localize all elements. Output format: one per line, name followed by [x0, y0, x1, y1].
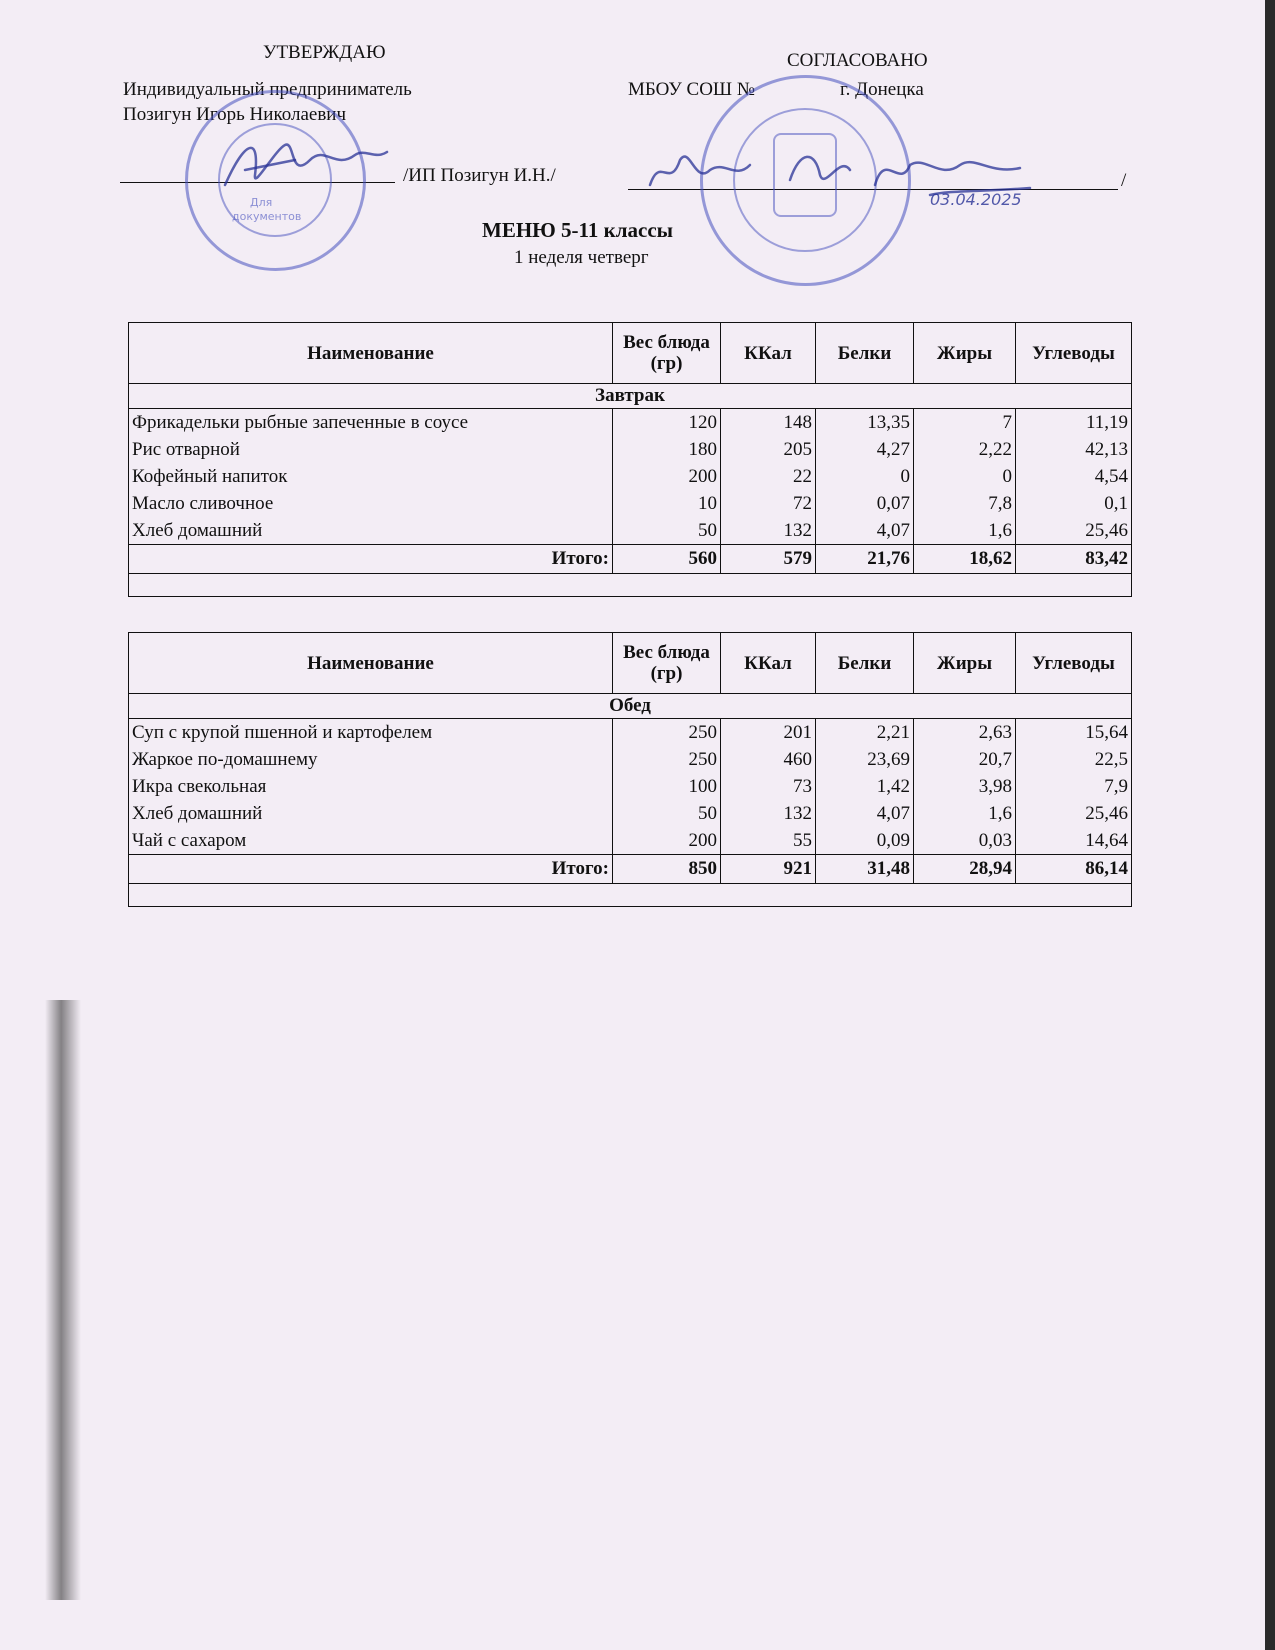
cell-kcal: 22: [721, 463, 816, 490]
approve-sign-label: /ИП Позигун И.Н./: [403, 165, 556, 186]
cell-carbs: 7,9: [1016, 773, 1132, 800]
cell-weight: 100: [613, 773, 721, 800]
table-row: [129, 436, 1132, 463]
cell-weight: 50: [613, 517, 721, 545]
cell-fat: 20,7: [914, 746, 1016, 773]
table-row: [129, 827, 1132, 855]
cell-fat: 1,6: [914, 800, 1016, 827]
col-weight: Вес блюда (гр): [613, 323, 721, 384]
approve-person: Позигун Игорь Николаевич: [123, 104, 347, 125]
cell-carbs: 25,46: [1016, 517, 1132, 545]
cell-weight: 180: [613, 436, 721, 463]
header-row: [129, 323, 1132, 384]
lunch-items: [129, 719, 1132, 855]
breakfast-items: [129, 409, 1132, 545]
header-row: [129, 633, 1132, 694]
cell-carbs: 42,13: [1016, 436, 1132, 463]
col-carbs: Углеводы: [1016, 323, 1132, 384]
section-title: Завтрак: [129, 384, 1132, 409]
cell-kcal: 132: [721, 800, 816, 827]
col-fat: Жиры: [914, 323, 1016, 384]
cell-name: Масло сливочное: [129, 490, 613, 517]
total-fat: 18,62: [914, 545, 1016, 574]
agree-title: СОГЛАСОВАНО: [787, 50, 928, 71]
cell-weight: 120: [613, 409, 721, 437]
cell-name: Фрикадельки рыбные запеченные в соусе: [129, 409, 613, 437]
table-row: [129, 746, 1132, 773]
total-row: [129, 855, 1132, 884]
cell-weight: 200: [613, 827, 721, 855]
cell-weight: 250: [613, 719, 721, 747]
section-row: [129, 384, 1132, 409]
lunch-table: [128, 632, 1132, 907]
col-fat: Жиры: [914, 633, 1016, 694]
doc-title: МЕНЮ 5-11 классы: [482, 218, 674, 242]
cell-kcal: 148: [721, 409, 816, 437]
table-row: [129, 773, 1132, 800]
cell-kcal: 55: [721, 827, 816, 855]
cell-carbs: 15,64: [1016, 719, 1132, 747]
cell-name: Жаркое по-домашнему: [129, 746, 613, 773]
section-title: Обед: [129, 694, 1132, 719]
scan-edge: [1265, 0, 1275, 1650]
doc-subtitle: 1 неделя четверг: [514, 247, 649, 268]
total-kcal: 579: [721, 545, 816, 574]
cell-carbs: 11,19: [1016, 409, 1132, 437]
cell-weight: 10: [613, 490, 721, 517]
cell-carbs: 0,1: [1016, 490, 1132, 517]
cell-carbs: 4,54: [1016, 463, 1132, 490]
col-kcal: ККал: [721, 633, 816, 694]
cell-name: Хлеб домашний: [129, 517, 613, 545]
total-protein: 21,76: [816, 545, 914, 574]
cell-carbs: 14,64: [1016, 827, 1132, 855]
breakfast-table: [128, 322, 1132, 597]
total-weight: 850: [613, 855, 721, 884]
cell-protein: 2,21: [816, 719, 914, 747]
total-row: [129, 545, 1132, 574]
agree-sign-end: /: [1121, 170, 1127, 191]
cell-weight: 250: [613, 746, 721, 773]
col-name: Наименование: [129, 323, 613, 384]
left-seal-stamp: Для документов: [185, 90, 366, 271]
approve-title: УТВЕРЖДАЮ: [263, 42, 386, 63]
total-kcal: 921: [721, 855, 816, 884]
cell-fat: 0: [914, 463, 1016, 490]
cell-fat: 7,8: [914, 490, 1016, 517]
cell-kcal: 73: [721, 773, 816, 800]
agree-org: МБОУ СОШ №: [628, 79, 755, 100]
cell-protein: 0,07: [816, 490, 914, 517]
cell-name: Кофейный напиток: [129, 463, 613, 490]
col-name: Наименование: [129, 633, 613, 694]
cell-protein: 0: [816, 463, 914, 490]
cell-weight: 200: [613, 463, 721, 490]
cell-kcal: 72: [721, 490, 816, 517]
approve-org: Индивидуальный предприниматель: [123, 79, 412, 100]
cell-name: Хлеб домашний: [129, 800, 613, 827]
cell-kcal: 201: [721, 719, 816, 747]
scan-smudge: [45, 1000, 81, 1600]
total-carbs: 83,42: [1016, 545, 1132, 574]
cell-protein: 4,07: [816, 800, 914, 827]
total-label: Итого:: [129, 545, 613, 574]
cell-fat: 1,6: [914, 517, 1016, 545]
left-signature: [215, 130, 395, 200]
cell-protein: 23,69: [816, 746, 914, 773]
col-carbs: Углеводы: [1016, 633, 1132, 694]
table-row: [129, 409, 1132, 437]
total-carbs: 86,14: [1016, 855, 1132, 884]
cell-protein: 13,35: [816, 409, 914, 437]
cell-fat: 2,63: [914, 719, 1016, 747]
col-kcal: ККал: [721, 323, 816, 384]
empty-row: [129, 884, 1132, 907]
cell-name: Рис отварной: [129, 436, 613, 463]
agree-city: г. Донецка: [840, 79, 924, 100]
agree-date: 03.04.2025: [930, 190, 1022, 209]
cell-name: Суп с крупой пшенной и картофелем: [129, 719, 613, 747]
cell-kcal: 460: [721, 746, 816, 773]
cell-fat: 3,98: [914, 773, 1016, 800]
table-row: [129, 463, 1132, 490]
col-weight: Вес блюда (гр): [613, 633, 721, 694]
total-protein: 31,48: [816, 855, 914, 884]
table-row: [129, 490, 1132, 517]
cell-kcal: 205: [721, 436, 816, 463]
total-fat: 28,94: [914, 855, 1016, 884]
cell-carbs: 25,46: [1016, 800, 1132, 827]
col-protein: Белки: [816, 633, 914, 694]
cell-protein: 4,27: [816, 436, 914, 463]
cell-carbs: 22,5: [1016, 746, 1132, 773]
table-row: [129, 719, 1132, 747]
cell-name: Икра свекольная: [129, 773, 613, 800]
cell-name: Чай с сахаром: [129, 827, 613, 855]
cell-fat: 0,03: [914, 827, 1016, 855]
table-row: [129, 800, 1132, 827]
total-weight: 560: [613, 545, 721, 574]
cell-fat: 2,22: [914, 436, 1016, 463]
table-row: [129, 517, 1132, 545]
cell-weight: 50: [613, 800, 721, 827]
cell-protein: 0,09: [816, 827, 914, 855]
section-row: [129, 694, 1132, 719]
empty-row: [129, 574, 1132, 597]
cell-protein: 4,07: [816, 517, 914, 545]
col-protein: Белки: [816, 323, 914, 384]
cell-fat: 7: [914, 409, 1016, 437]
cell-protein: 1,42: [816, 773, 914, 800]
total-label: Итого:: [129, 855, 613, 884]
cell-kcal: 132: [721, 517, 816, 545]
